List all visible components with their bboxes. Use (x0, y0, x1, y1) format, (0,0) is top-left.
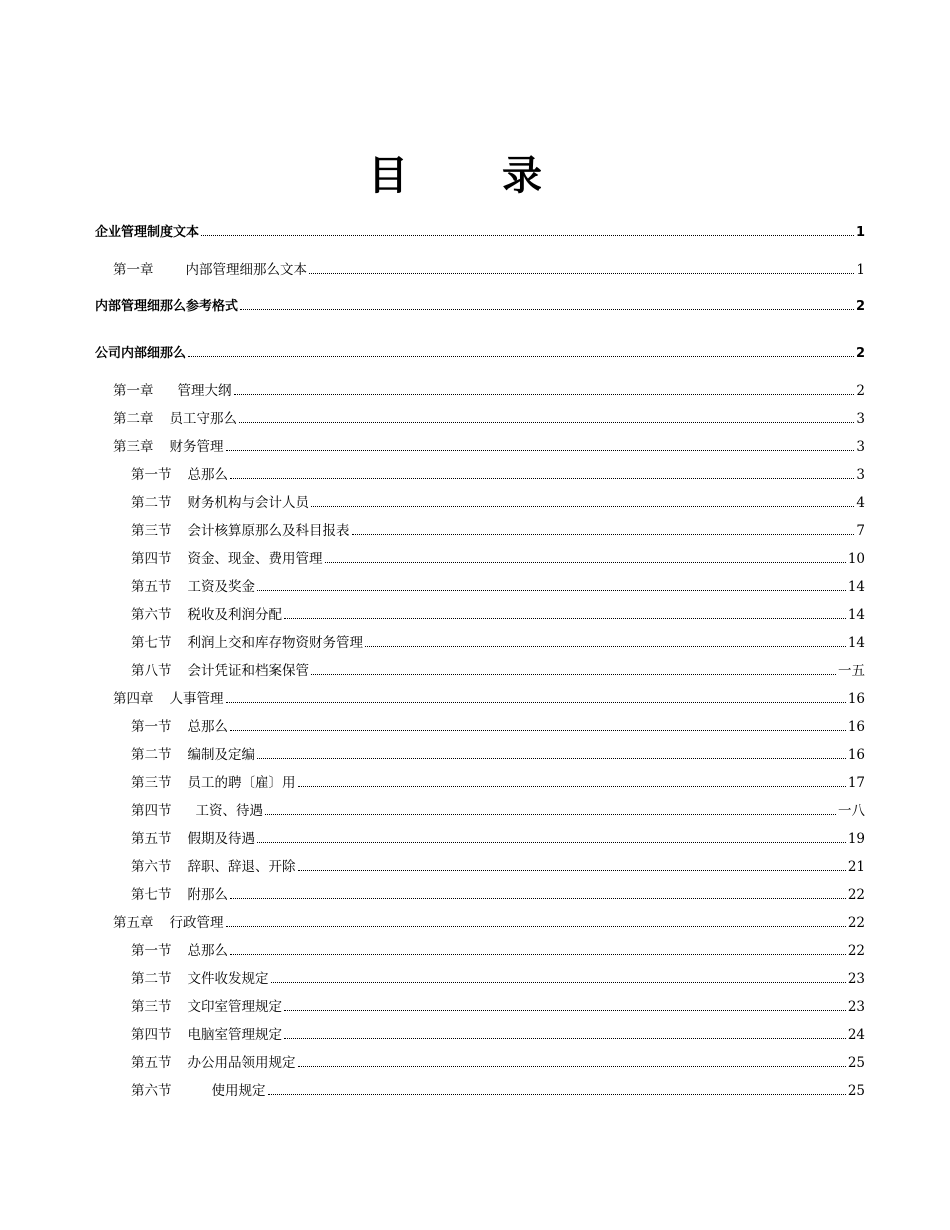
toc-entry-number: 第四节 (131, 803, 172, 819)
toc-entry-number: 第四节 (131, 1027, 172, 1043)
toc-entry[interactable] (131, 606, 865, 624)
toc-entry-label: 辞职、辞退、开除 (187, 859, 296, 875)
toc-entry-number: 第八节 (131, 663, 172, 679)
dot-leader (309, 272, 854, 274)
toc-entry-number: 第六节 (131, 1083, 172, 1099)
toc-entry[interactable] (131, 550, 865, 568)
toc-entry[interactable] (113, 410, 865, 428)
dot-leader (230, 729, 846, 731)
toc-entry-number: 第四章 (113, 691, 154, 707)
toc-entry-page-number: 25 (847, 1083, 865, 1099)
toc-entry-label: 企业管理制度文本 (95, 225, 200, 240)
toc-entry-number: 第六节 (131, 607, 172, 623)
toc-entry-page-number: 3 (856, 411, 865, 427)
toc-entry-page-number: 1 (855, 225, 865, 240)
toc-entry-page-number: 16 (847, 747, 865, 763)
toc-entry[interactable] (131, 718, 865, 736)
toc-entry-page-number: 2 (855, 299, 865, 314)
toc-entry-page-number: 7 (856, 523, 865, 539)
toc-entry-number: 第一节 (131, 467, 172, 483)
toc-entry[interactable] (131, 830, 865, 848)
toc-entry-label: 管理大纲 (177, 383, 232, 399)
page-title: 目 录 (368, 153, 582, 199)
toc-entry-label: 办公用品领用规定 (187, 1055, 296, 1071)
toc-entry-page-number: 14 (847, 579, 865, 595)
toc-entry[interactable] (131, 942, 865, 960)
toc-entry-label: 电脑室管理规定 (187, 1027, 282, 1043)
toc-entry-page-number: 4 (856, 495, 865, 511)
toc-entry-page-number: 3 (856, 467, 865, 483)
toc-entry-page-number: 21 (847, 859, 865, 875)
dot-leader (284, 617, 846, 619)
toc-entry-label: 工资、待遇 (195, 803, 263, 819)
toc-entry[interactable] (95, 224, 865, 242)
toc-entry-label: 利润上交和库存物资财务管理 (187, 635, 363, 651)
dot-leader (325, 561, 846, 563)
dot-leader (239, 421, 854, 423)
toc-entry-number: 第五节 (131, 1055, 172, 1071)
toc-entry-label: 内部管理细那么文本 (185, 262, 307, 278)
toc-entry-label: 文印室管理规定 (187, 999, 282, 1015)
toc-entry-label: 使用规定 (211, 1083, 266, 1099)
toc-entry[interactable] (113, 690, 865, 708)
toc-entry-page-number: 10 (847, 551, 865, 567)
toc-entry[interactable] (131, 634, 865, 652)
toc-entry-number: 第七节 (131, 635, 172, 651)
dot-leader (257, 757, 846, 759)
toc-entry-page-number: 一八 (838, 803, 865, 819)
toc-entry-label: 税收及利润分配 (187, 607, 282, 623)
toc-entry-page-number: 19 (847, 831, 865, 847)
toc-entry-number: 第三章 (113, 439, 154, 455)
toc-entry[interactable] (131, 466, 865, 484)
toc-entry[interactable] (131, 1026, 865, 1044)
dot-leader (226, 449, 855, 451)
toc-entry-label: 附那么 (187, 887, 228, 903)
dot-leader (230, 477, 854, 479)
toc-entry[interactable] (131, 802, 865, 820)
toc-entry[interactable] (131, 1082, 865, 1100)
dot-leader (234, 393, 855, 395)
toc-entry-page-number: 14 (847, 635, 865, 651)
toc-entry-label: 资金、现金、费用管理 (187, 551, 323, 567)
toc-entry[interactable] (131, 662, 865, 680)
dot-leader (226, 701, 846, 703)
toc-entry-label: 内部管理细那么参考格式 (95, 299, 239, 314)
toc-entry-label: 员工的聘〔雇〕用 (187, 775, 296, 791)
dot-leader (284, 1037, 846, 1039)
toc-entry[interactable] (113, 914, 865, 932)
dot-leader (298, 869, 846, 871)
toc-entry-number: 第一章 (113, 383, 154, 399)
toc-entry-label: 编制及定编 (187, 747, 255, 763)
dot-leader (257, 841, 846, 843)
toc-entry[interactable] (113, 261, 865, 279)
toc-entry-number: 第二节 (131, 971, 172, 987)
toc-entry-page-number: 1 (856, 262, 865, 278)
dot-leader (257, 589, 846, 591)
toc-entry-page-number: 16 (847, 719, 865, 735)
toc-entry-number: 第五节 (131, 831, 172, 847)
toc-entry-label: 总那么 (187, 467, 228, 483)
toc-entry[interactable] (131, 886, 865, 904)
toc-entry[interactable] (113, 438, 865, 456)
dot-leader (271, 981, 846, 983)
toc-entry-page-number: 23 (847, 971, 865, 987)
toc-entry[interactable] (131, 774, 865, 792)
toc-entry[interactable] (131, 494, 865, 512)
toc-entry-page-number: 17 (847, 775, 865, 791)
toc-entry-page-number: 14 (847, 607, 865, 623)
dot-leader (265, 813, 836, 815)
dot-leader (230, 953, 846, 955)
toc-entry[interactable] (95, 345, 865, 363)
dot-leader (298, 1065, 846, 1067)
toc-entry-number: 第一节 (131, 943, 172, 959)
toc-entry-number: 第三节 (131, 775, 172, 791)
dot-leader (226, 925, 846, 927)
toc-entry-label: 会计凭证和档案保管 (187, 663, 309, 679)
toc-entry-number: 第五节 (131, 579, 172, 595)
toc-entry-label: 人事管理 (169, 691, 224, 707)
toc-entry-label: 文件收发规定 (187, 971, 269, 987)
dot-leader (311, 505, 854, 507)
dot-leader (284, 1009, 846, 1011)
toc-entry-number: 第一章 (113, 262, 154, 278)
dot-leader (230, 897, 846, 899)
dot-leader (201, 234, 854, 236)
toc-entry[interactable] (131, 970, 865, 988)
toc-entry-label: 假期及待遇 (187, 831, 255, 847)
dot-leader (311, 673, 836, 675)
dot-leader (298, 785, 846, 787)
toc-entry-page-number: 24 (847, 1027, 865, 1043)
toc-entry-number: 第四节 (131, 551, 172, 567)
toc-entry-page-number: 25 (847, 1055, 865, 1071)
toc-entry-label: 总那么 (187, 719, 228, 735)
toc-entry-label: 财务管理 (169, 439, 224, 455)
toc-entry-number: 第五章 (113, 915, 154, 931)
toc-entry[interactable] (131, 522, 865, 540)
dot-leader (352, 533, 855, 535)
toc-entry-number: 第二节 (131, 495, 172, 511)
toc-entry-number: 第三节 (131, 999, 172, 1015)
toc-entry-page-number: 23 (847, 999, 865, 1015)
toc-entry-label: 工资及奖金 (187, 579, 255, 595)
dot-leader (365, 645, 846, 647)
toc-entry-number: 第六节 (131, 859, 172, 875)
toc-entry-label: 公司内部细那么 (95, 346, 187, 361)
toc-entry-page-number: 2 (855, 346, 865, 361)
toc-entry-label: 财务机构与会计人员 (187, 495, 309, 511)
toc-entry-number: 第三节 (131, 523, 172, 539)
toc-entry-page-number: 16 (847, 691, 865, 707)
toc-entry-label: 会计核算原那么及科目报表 (187, 523, 350, 539)
toc-entry-number: 第二节 (131, 747, 172, 763)
toc-entry[interactable] (95, 298, 865, 316)
toc-entry-label: 行政管理 (169, 915, 224, 931)
toc-entry[interactable] (131, 858, 865, 876)
toc-entry[interactable] (131, 578, 865, 596)
toc-entry-page-number: 22 (847, 915, 865, 931)
dot-leader (188, 355, 854, 357)
toc-entry-number: 第一节 (131, 719, 172, 735)
toc-entry-page-number: 22 (847, 887, 865, 903)
toc-entry-number: 第二章 (113, 411, 154, 427)
toc-entry[interactable] (131, 998, 865, 1016)
toc-entry-label: 员工守那么 (169, 411, 237, 427)
toc-entry[interactable] (131, 1054, 865, 1072)
toc-entry[interactable] (131, 746, 865, 764)
toc-entry-page-number: 22 (847, 943, 865, 959)
toc-entry-page-number: 3 (856, 439, 865, 455)
dot-leader (240, 308, 854, 310)
toc-entry[interactable] (113, 382, 865, 400)
dot-leader (268, 1093, 846, 1095)
toc-entry-page-number: 2 (856, 383, 865, 399)
toc-entry-label: 总那么 (187, 943, 228, 959)
toc-entry-number: 第七节 (131, 887, 172, 903)
toc-entry-page-number: 一五 (838, 663, 865, 679)
